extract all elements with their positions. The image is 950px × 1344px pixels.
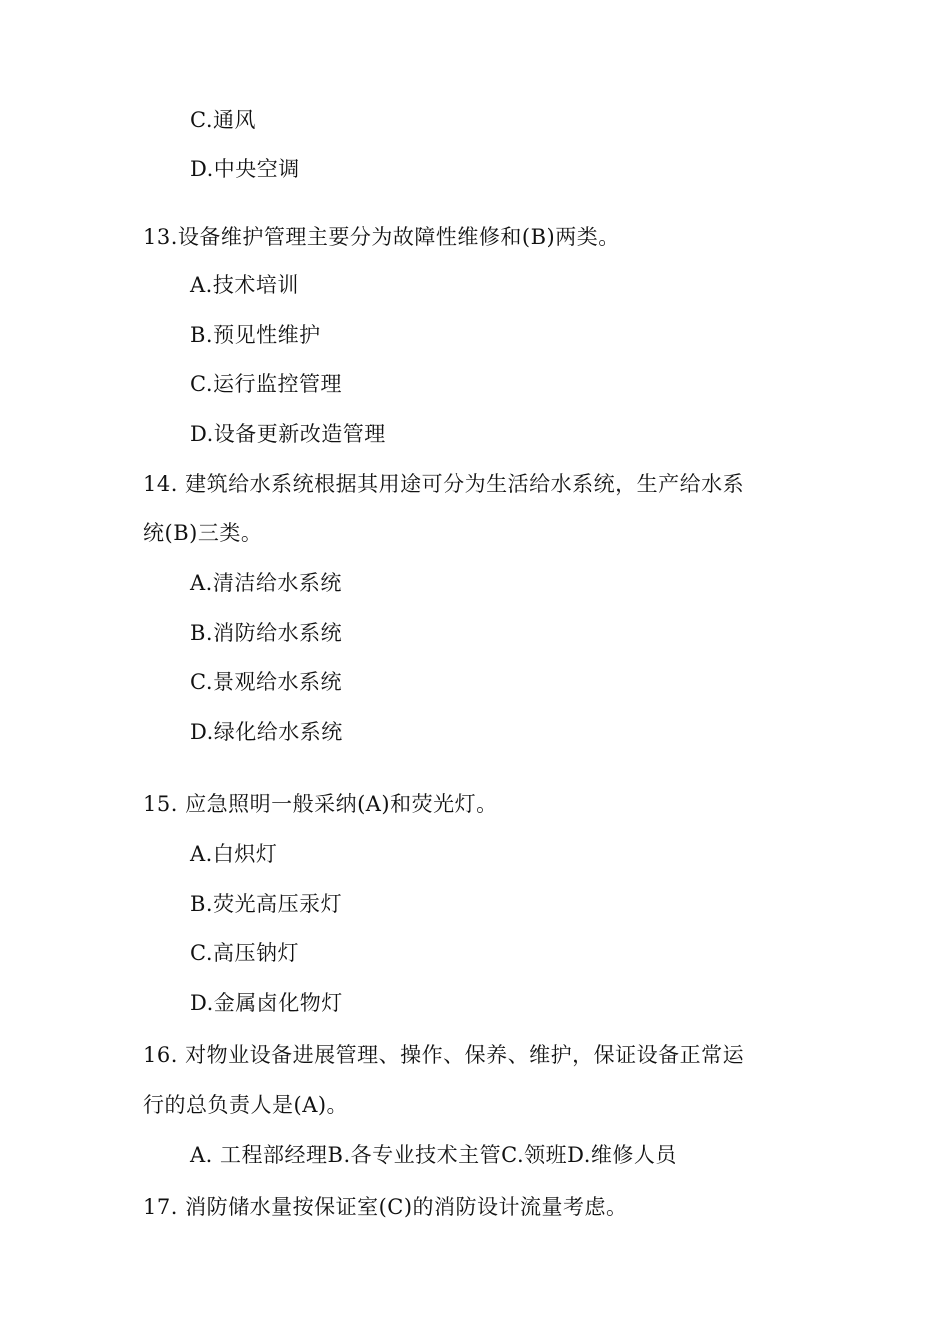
question-14: 14. 建筑给水系统根据其用途可分为生活给水系统，生产给水系 <box>143 472 745 496</box>
q15-option-a: A.白炽灯 <box>190 842 278 866</box>
q13-option-c: C.运行监控管理 <box>190 372 342 396</box>
option-d-central-ac: D.中央空调 <box>190 157 300 181</box>
question-14-continued: 统(B)三类。 <box>143 521 263 545</box>
q15-option-c: C.高压钠灯 <box>190 941 299 965</box>
q15-option-d: D.金属卤化物灯 <box>190 991 343 1015</box>
option-c-ventilation: C.通风 <box>190 108 256 132</box>
question-15: 15. 应急照明一般采纳(A)和荧光灯。 <box>143 792 498 816</box>
q14-option-d: D.绿化给水系统 <box>190 720 343 744</box>
q13-option-a: A.技术培训 <box>190 273 299 297</box>
q13-option-b: B.预见性维护 <box>190 323 321 347</box>
q13-option-d: D.设备更新改造管理 <box>190 422 386 446</box>
question-17: 17. 消防储水量按保证室(C)的消防设计流量考虑。 <box>143 1195 628 1219</box>
question-16: 16. 对物业设备进展管理、操作、保养、维护，保证设备正常运 <box>143 1043 745 1067</box>
q14-option-a: A.清洁给水系统 <box>190 571 342 595</box>
question-16-continued: 行的总负责人是(A)。 <box>143 1093 349 1117</box>
q16-options: A. 工程部经理B.各专业技术主管C.领班D.维修人员 <box>190 1143 677 1167</box>
q14-option-b: B.消防给水系统 <box>190 621 343 645</box>
question-13: 13.设备维护管理主要分为故障性维修和(B)两类。 <box>143 225 620 249</box>
q14-option-c: C.景观给水系统 <box>190 670 342 694</box>
q15-option-b: B.荧光高压汞灯 <box>190 892 343 916</box>
